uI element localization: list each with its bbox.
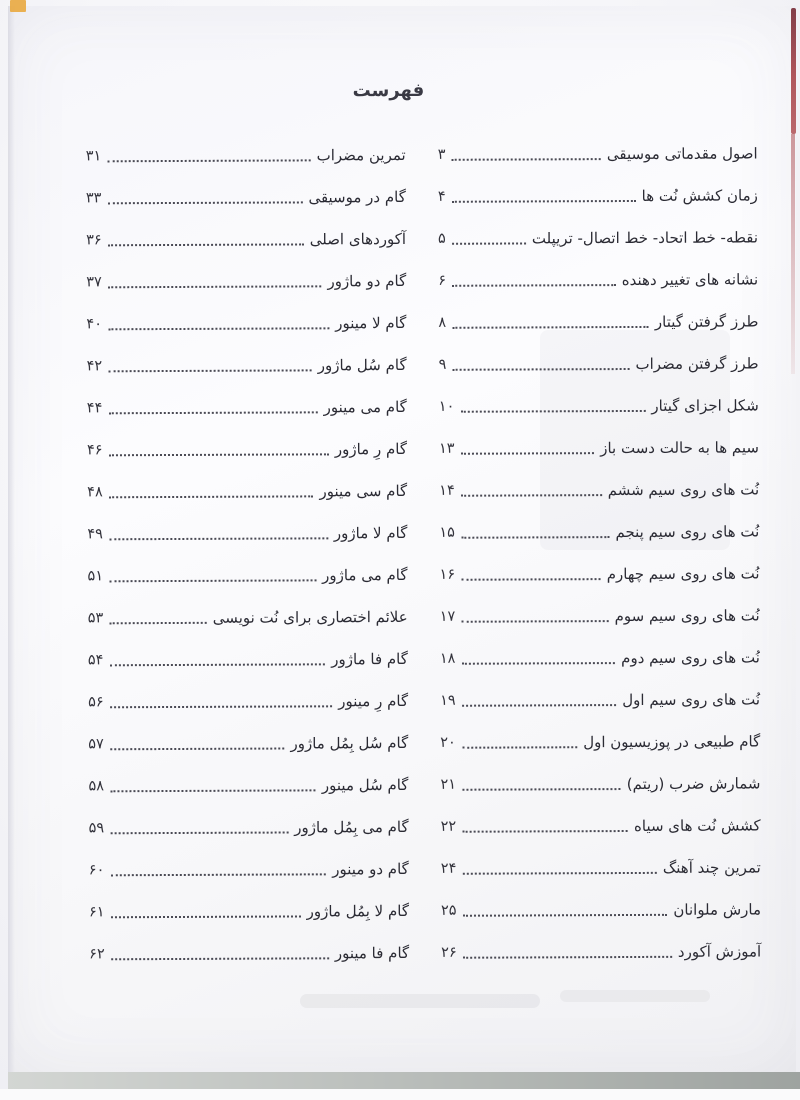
dotted-leader	[111, 957, 329, 960]
toc-entry-label: گام در موسیقی	[308, 187, 406, 207]
toc-entry	[89, 848, 409, 891]
toc-entry-page-number: ۶	[438, 272, 447, 289]
dotted-leader	[109, 663, 325, 666]
toc-column-left	[86, 134, 410, 975]
toc-entry	[440, 678, 760, 721]
toc-entry-page-number: ۴۴	[86, 400, 103, 417]
dotted-leader	[461, 536, 610, 539]
dotted-leader	[452, 200, 636, 203]
toc-entry	[88, 596, 408, 639]
toc-entry-page-number: ۱۳	[438, 440, 455, 457]
dotted-leader	[107, 201, 302, 204]
dotted-leader	[109, 495, 314, 498]
page-left-edge-shadow	[8, 6, 15, 1072]
dotted-leader	[110, 789, 316, 792]
toc-entry-page-number: ۲۱	[440, 776, 457, 793]
toc-entry-label: گام سُل ماژور	[317, 355, 407, 375]
toc-entry-label: کشش نُت های سیاه	[633, 816, 761, 835]
toc-column-right	[438, 132, 762, 973]
toc-entry	[440, 636, 760, 679]
toc-entry-label: گام می ماژور	[322, 565, 408, 585]
toc-entry-label: گام لا بِمُل ماژور	[306, 901, 410, 921]
toc-entry-label: آموزش آکورد	[677, 942, 762, 961]
dotted-leader	[462, 704, 617, 707]
toc-entry-page-number: ۲۶	[441, 944, 457, 961]
toc-entry-page-number: ۸	[438, 314, 447, 331]
toc-entry	[441, 888, 761, 931]
dotted-leader	[452, 242, 526, 244]
page-title: فهرست	[352, 79, 425, 102]
toc-entry	[87, 512, 407, 555]
toc-entry-page-number: ۲۰	[440, 734, 456, 751]
toc-entry	[87, 428, 407, 471]
toc-entry-label: گام سی مینور	[319, 481, 408, 501]
dotted-leader	[110, 748, 285, 751]
toc-entry	[439, 384, 759, 427]
toc-entry-label: گام لا مینور	[335, 313, 407, 333]
toc-entry-label: گام فا مینور	[334, 943, 410, 963]
toc-entry-label: نُت های روی سیم دوم	[621, 648, 760, 668]
toc-entry-label: سیم ها به حالت دست باز	[600, 438, 759, 458]
toc-entry-page-number: ۳۳	[85, 190, 102, 207]
toc-entry	[87, 470, 407, 513]
dotted-leader	[463, 914, 668, 917]
toc-entry-label: گام فا ماژور	[331, 649, 408, 669]
toc-entry	[88, 638, 408, 681]
toc-entry	[86, 218, 406, 261]
toc-entry-page-number: ۶۰	[88, 862, 105, 879]
toc-entry-page-number: ۶۲	[89, 946, 105, 963]
toc-entry-label: تمرین چند آهنگ	[662, 858, 761, 877]
toc-entry-page-number: ۵۷	[88, 736, 104, 753]
toc-entry-page-number: ۱۵	[439, 524, 455, 541]
toc-entry-label: گام می مینور	[323, 397, 407, 417]
dotted-leader	[452, 284, 616, 287]
toc-entry-page-number: ۴۹	[87, 526, 103, 543]
toc-entry	[86, 260, 406, 303]
toc-entry-label: گام رِ ماژور	[334, 439, 407, 459]
bleed-through-artifact	[560, 990, 710, 1002]
dotted-leader	[462, 788, 621, 791]
toc-entry-label: نقطه- خط اتحاد- خط اتصال- تریپلت	[531, 228, 759, 248]
dotted-leader	[110, 873, 326, 876]
toc-entry-label: اصول مقدماتی موسیقی	[606, 144, 758, 164]
toc-entry	[86, 302, 406, 345]
toc-entry	[441, 846, 761, 889]
toc-entry-page-number: ۵	[438, 230, 446, 247]
dotted-leader	[109, 453, 329, 456]
orange-corner-mark	[10, 0, 26, 12]
toc-entry-label: نُت های روی سیم چهارم	[606, 564, 760, 584]
toc-columns	[86, 132, 762, 975]
page-bottom-edge-shadow	[8, 1072, 800, 1089]
toc-entry	[88, 680, 408, 723]
toc-entry	[87, 554, 407, 597]
toc-entry-label: گام سُل بِمُل ماژور	[290, 733, 409, 753]
toc-entry	[439, 468, 759, 511]
dotted-leader	[461, 620, 608, 623]
toc-entry-page-number: ۴۸	[87, 484, 103, 501]
dotted-leader	[108, 411, 317, 414]
toc-entry-page-number: ۲۴	[440, 860, 457, 877]
toc-entry-label: طرز گرفتن گیتار	[654, 312, 759, 331]
toc-entry	[438, 174, 758, 217]
toc-entry	[89, 890, 409, 933]
toc-entry-label: گام رِ مینور	[338, 691, 409, 711]
toc-entry	[86, 176, 406, 219]
dotted-leader	[461, 578, 601, 581]
dotted-leader	[462, 830, 628, 833]
dotted-leader	[109, 579, 316, 582]
dotted-leader	[107, 159, 310, 162]
toc-entry-page-number: ۳۶	[86, 232, 102, 249]
dotted-leader	[108, 369, 312, 372]
dotted-leader	[452, 326, 649, 329]
dotted-leader	[461, 452, 595, 455]
bleed-through-artifact	[300, 994, 540, 1008]
toc-entry	[439, 426, 759, 469]
dotted-leader	[461, 662, 615, 665]
dotted-leader	[462, 872, 656, 875]
toc-entry-page-number: ۲۲	[440, 818, 457, 835]
toc-entry	[88, 764, 408, 807]
dotted-leader	[110, 831, 288, 834]
toc-entry	[87, 386, 407, 429]
dotted-leader	[460, 410, 645, 413]
toc-entry-page-number: ۳۱	[85, 148, 102, 165]
toc-entry	[89, 806, 409, 849]
toc-entry	[440, 720, 760, 763]
toc-entry	[441, 930, 761, 973]
toc-entry-label: آکوردهای اصلی	[309, 229, 407, 249]
toc-entry-page-number: ۲۵	[440, 902, 457, 919]
toc-entry-label: شمارش ضرب (ریتم)	[626, 774, 761, 794]
toc-entry-page-number: ۵۸	[88, 778, 105, 795]
toc-entry-page-number: ۱۷	[439, 608, 456, 625]
toc-entry-page-number: ۹	[438, 356, 447, 373]
dotted-leader	[109, 622, 207, 624]
toc-entry-page-number: ۴	[437, 188, 446, 205]
dotted-leader	[451, 158, 600, 161]
dotted-leader	[108, 243, 304, 246]
toc-entry-label: گام دو ماژور	[327, 271, 407, 291]
toc-entry-page-number: ۳۷	[86, 274, 102, 291]
toc-entry	[89, 932, 409, 975]
toc-entry-label: شکل اجزای گیتار	[651, 396, 759, 415]
toc-entry-page-number: ۱۴	[439, 482, 455, 499]
dotted-leader	[463, 956, 672, 959]
toc-entry-label: گام طبیعی در پوزیسیون اول	[583, 732, 761, 752]
toc-entry-label: نُت های روی سیم سوم	[614, 606, 760, 626]
toc-entry-label: گام سُل مینور	[321, 775, 409, 795]
toc-entry-page-number: ۵۶	[88, 694, 104, 711]
toc-entry	[438, 300, 758, 343]
toc-entry	[88, 722, 408, 765]
red-book-edge-artifact	[791, 8, 796, 134]
toc-entry-page-number: ۶۱	[88, 904, 105, 921]
toc-entry-page-number: ۱۰	[438, 398, 455, 415]
toc-entry	[438, 258, 758, 301]
toc-entry	[86, 134, 406, 177]
toc-entry-page-number: ۴۲	[86, 358, 103, 375]
toc-entry-page-number: ۵۴	[87, 652, 104, 669]
toc-entry	[438, 132, 758, 175]
toc-entry-label: مارش ملوانان	[673, 900, 762, 919]
dotted-leader	[108, 327, 329, 330]
toc-entry-label: نشانه های تغییر دهنده	[621, 270, 759, 290]
toc-entry-label: گام لا ماژور	[333, 523, 408, 543]
toc-entry-label: طرز گرفتن مضراب	[635, 354, 759, 373]
toc-entry	[441, 804, 761, 847]
toc-entry	[439, 510, 759, 553]
toc-entry-page-number: ۴۰	[86, 316, 103, 333]
toc-entry-label: علائم اختصاری برای نُت نویسی	[212, 607, 408, 627]
toc-entry-label: گام دو مینور	[332, 859, 409, 879]
dotted-leader	[108, 285, 322, 288]
toc-entry	[439, 552, 759, 595]
red-book-edge-artifact-faint	[791, 134, 795, 374]
dotted-leader	[109, 537, 328, 540]
dotted-leader	[452, 368, 629, 371]
toc-entry	[439, 342, 759, 385]
dotted-leader	[111, 915, 301, 918]
toc-entry-page-number: ۴۶	[86, 442, 103, 459]
dotted-leader	[462, 746, 577, 749]
toc-entry-label: تمرین مضراب	[316, 145, 406, 165]
toc-entry-page-number: ۱۹	[440, 692, 456, 709]
toc-entry-page-number: ۵۳	[87, 610, 104, 627]
toc-entry-label: نُت های روی سیم اول	[622, 690, 761, 710]
toc-entry-page-number: ۵۱	[87, 568, 104, 585]
toc-entry	[87, 344, 407, 387]
toc-entry	[440, 594, 760, 637]
toc-entry-page-number: ۳	[437, 146, 446, 163]
scan-background-below-page	[0, 1089, 800, 1100]
toc-entry-label: نُت های روی سیم پنجم	[615, 522, 760, 542]
toc-entry-page-number: ۵۹	[88, 820, 105, 837]
toc-entry-label: نُت های روی سیم ششم	[607, 480, 760, 500]
dotted-leader	[461, 494, 602, 497]
toc-entry	[438, 216, 758, 259]
toc-entry-page-number: ۱۶	[439, 566, 456, 583]
toc-entry-label: زمان کشش نُت ها	[641, 186, 758, 205]
toc-entry	[440, 762, 760, 805]
dotted-leader	[110, 705, 333, 708]
toc-entry-label: گام می بِمُل ماژور	[294, 817, 409, 837]
toc-entry-page-number: ۱۸	[439, 650, 456, 667]
